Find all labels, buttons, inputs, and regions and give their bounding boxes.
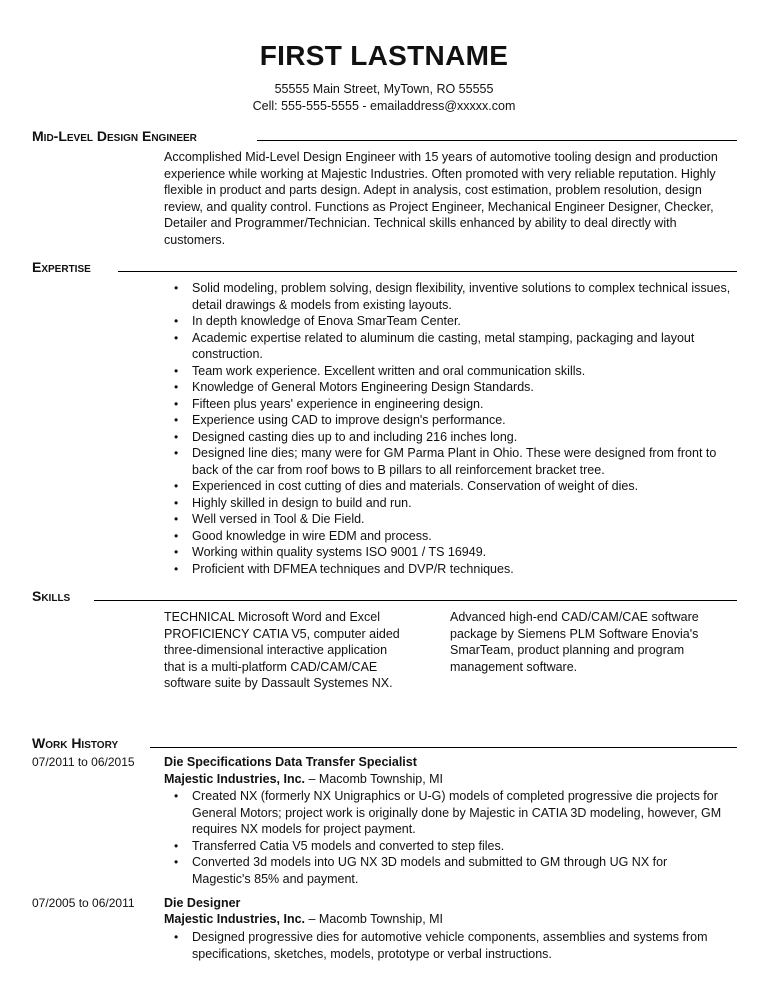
summary-heading — [32, 128, 197, 144]
list-item — [192, 429, 767, 446]
expertise-list — [164, 280, 767, 577]
item-line: General Motors; project work is originally done by Majestic in CATIA 3D modeling, however, GM — [192, 805, 722, 820]
list-item — [192, 280, 767, 313]
item-line: • Knowledge of General Motors Engineering Design Standards. — [192, 380, 534, 394]
item-line: Magestic's 85% and payment. — [192, 871, 359, 886]
list-item — [192, 511, 767, 528]
skills-line: software suite by Dassault Systemes NX. — [164, 676, 393, 690]
list-item — [192, 445, 767, 478]
list-item — [192, 412, 767, 429]
work-heading-text: Work History — [32, 735, 119, 751]
skills-line: PROFICIENCY CATIA V5, computer aided — [164, 626, 400, 641]
employer-name: Majestic Industries, Inc. — [164, 772, 306, 786]
employer-location: – Macomb Township, MI — [305, 912, 444, 926]
list-item — [192, 478, 767, 495]
item-line: • Fifteen plus years' experience in engineering design. — [192, 396, 484, 411]
job-dates: 07/2011 to 06/2015 — [32, 755, 135, 769]
list-item — [192, 528, 767, 545]
item-line: • Converted 3d models into UG NX 3D models and submitted to GM through UG NX for — [192, 855, 668, 869]
item-line: specifications, sketches, models, prototype or verbal instructions. — [192, 946, 552, 961]
summary-heading-text: Mid-Level Design Engineer — [32, 128, 197, 144]
candidate-name: FIRST LASTNAME — [259, 40, 509, 71]
item-line: • Experienced in cost cutting of dies and materials. Conservation of weight of dies. — [192, 479, 639, 493]
item-line: • Academic expertise related to aluminum die casting, metal stamping, packaging and layout — [192, 330, 695, 345]
expertise-heading-text: Expertise — [32, 259, 91, 275]
item-line: • Highly skilled in design to build and run. — [192, 495, 412, 510]
item-line: • Solid modeling, problem solving, design flexibility, inventive solutions to complex technical issues, — [192, 281, 731, 295]
employer-location: – Macomb Township, MI — [305, 772, 444, 786]
skills-line: Advanced high-end CAD/CAM/CAE software — [450, 610, 699, 624]
skills-line: package by Siemens PLM Software Enovia's — [450, 626, 699, 641]
list-item — [192, 854, 767, 887]
summary-line: Accomplished Mid-Level Design Engineer with 15 years of automotive tooling design and production — [164, 150, 718, 164]
skills-left-column — [164, 609, 444, 692]
item-line: construction. — [192, 347, 263, 361]
job-employer — [164, 912, 443, 926]
item-line: • Working within quality systems ISO 9001 / TS 16949. — [192, 545, 487, 559]
summary-rule — [257, 140, 737, 141]
item-line: • Created NX (formerly NX Unigraphics or U-G) models of completed progressive die projects for — [192, 789, 718, 803]
skills-line: SmarTeam, product planning and program — [450, 643, 685, 657]
summary-line: review, and quality control. Functions as Project Engineer, Mechanical Engineer Designer, Checker, — [164, 199, 714, 214]
item-line: • Proficient with DFMEA techniques and DVP/R techniques. — [192, 561, 514, 576]
skills-heading-text: Skills — [32, 588, 71, 604]
job-duties-list — [164, 929, 767, 962]
list-item — [192, 379, 767, 396]
contact-line: Cell: 555-555-5555 - emailaddress@xxxxx.com — [252, 99, 516, 113]
summary-paragraph — [164, 149, 739, 248]
list-item — [192, 363, 767, 380]
summary-line: experience while working at Majestic Industries. Often promoted with very reliable reputation. Highly — [164, 166, 716, 181]
summary-line: customers. — [164, 232, 226, 247]
item-line: • Well versed in Tool & Die Field. — [192, 512, 365, 526]
address-line: 55555 Main Street, MyTown, RO 55555 — [274, 82, 494, 96]
job-employer — [164, 772, 443, 786]
item-line: • Designed casting dies up to and including 216 inches long. — [192, 429, 518, 444]
list-item — [192, 396, 767, 413]
skills-heading — [32, 588, 70, 604]
list-item — [192, 313, 767, 330]
item-line: • Designed progressive dies for automotive vehicle components, assemblies and systems from — [192, 930, 708, 944]
expertise-heading — [32, 259, 91, 275]
item-line: • Transferred Catia V5 models and converted to step files. — [192, 838, 505, 853]
list-item — [192, 330, 767, 363]
job-title: Die Designer — [164, 896, 241, 910]
item-line: • Experience using CAD to improve design's performance. — [192, 413, 506, 427]
skills-rule — [94, 600, 737, 601]
summary-line: Detailer and Programmer/Technician. Technical skills enhanced by ability to deal directly with — [164, 216, 677, 230]
job-duties-list — [164, 788, 767, 887]
skills-line: TECHNICAL Microsoft Word and Excel — [164, 610, 381, 624]
employer-name: Majestic Industries, Inc. — [164, 912, 306, 926]
summary-line: flexible in product and parts design. Adept in analysis, cost estimation, problem resolution, design — [164, 183, 702, 197]
work-rule — [150, 747, 737, 748]
item-line: • In depth knowledge of Enova SmarTeam Center. — [192, 314, 461, 328]
list-item — [192, 838, 767, 855]
work-heading — [32, 735, 118, 751]
item-line: detail drawings & models from existing layouts. — [192, 297, 452, 312]
item-line: • Good knowledge in wire EDM and process. — [192, 528, 432, 543]
skills-line: management software. — [450, 659, 578, 674]
list-item — [192, 929, 767, 962]
item-line: • Designed line dies; many were for GM Parma Plant in Ohio. These were designed from front to — [192, 446, 717, 460]
list-item — [192, 561, 767, 578]
skills-line: that is a multi-platform CAD/CAM/CAE — [164, 659, 378, 674]
item-line: back of the car from roof bows to B pillars to all reinforcement bracket tree. — [192, 462, 605, 477]
item-line: • Team work experience. Excellent written and oral communication skills. — [192, 363, 586, 378]
list-item — [192, 788, 767, 838]
expertise-rule — [118, 271, 737, 272]
skills-line: three-dimensional interactive application — [164, 643, 388, 657]
job-title: Die Specifications Data Transfer Specialist — [164, 755, 417, 769]
item-line: requires NX models for project payment. — [192, 822, 416, 836]
skills-right-column — [450, 609, 740, 675]
list-item — [192, 495, 767, 512]
list-item — [192, 544, 767, 561]
job-dates: 07/2005 to 06/2011 — [32, 896, 135, 910]
